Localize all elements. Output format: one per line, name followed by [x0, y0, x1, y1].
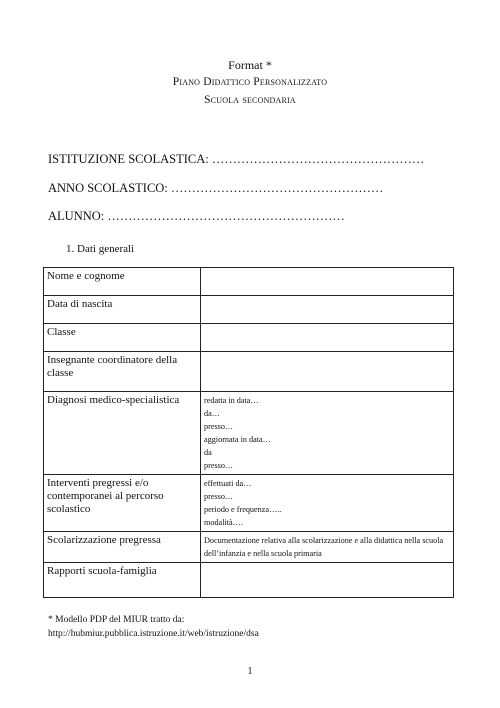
alunno-field: ALUNNO: …………………………………………………: [48, 209, 345, 223]
table-row: [44, 324, 454, 352]
scolarizzazione-text: Documentazione relativa alla scolarizzazione e alla didattica nella scuola dell’infanzia e nella scuola primaria: [204, 536, 444, 558]
row-value: [201, 532, 454, 563]
row-label: Rapporti scuola-famiglia: [44, 563, 201, 598]
row-value: [201, 392, 454, 475]
interventi-line: modalità….: [204, 518, 243, 527]
anno-scolastico-field: ANNO SCOLASTICO: ……………………………………………: [48, 181, 384, 195]
row-label: Insegnante coordinatore della classe: [44, 352, 201, 392]
diagnosi-line: redatta in data…: [204, 396, 259, 405]
row-value: [201, 296, 454, 324]
diagnosi-line: da…: [204, 409, 220, 418]
diagnosi-line: presso…: [204, 461, 234, 470]
table-row: [44, 352, 454, 392]
row-label: Scolarizzazione pregressa: [44, 532, 201, 563]
interventi-line: effettuati da…: [204, 479, 252, 488]
diagnosi-line: aggiornata in data…: [204, 435, 271, 444]
document-title: Piano Didattico Personalizzato: [172, 76, 328, 88]
footnote-source: * Modello PDP del MIUR tratto da:: [48, 615, 185, 625]
row-label: Nome e cognome: [44, 268, 201, 296]
row-label: Interventi pregressi e/o contemporanei al percorso scolastico: [44, 475, 201, 532]
row-label: Data di nascita: [44, 296, 201, 324]
table-row: [44, 268, 454, 296]
table-row: [44, 392, 454, 475]
table-row: [44, 532, 454, 563]
diagnosi-line: da: [204, 448, 212, 457]
page-number: 1: [247, 666, 253, 677]
row-label: Diagnosi medico-specialistica: [44, 392, 201, 475]
row-value: [201, 352, 454, 392]
table-row: [44, 296, 454, 324]
row-label: Classe: [44, 324, 201, 352]
row-value: [201, 475, 454, 532]
format-label: Format *: [228, 58, 272, 72]
section-title: 1. Dati generali: [66, 243, 135, 255]
table-row: [44, 563, 454, 598]
interventi-line: periodo e frequenza…..: [204, 505, 282, 514]
row-value: [201, 324, 454, 352]
row-value: [201, 268, 454, 296]
general-data-table: [43, 267, 454, 598]
diagnosi-line: presso…: [204, 422, 234, 431]
table-row: [44, 475, 454, 532]
document-subtitle: Scuola secondaria: [204, 94, 296, 106]
interventi-line: presso…: [204, 492, 234, 501]
footnote-url: http://hubmiur.pubblica.istruzione.it/web/istruzione/dsa: [48, 629, 259, 639]
row-value: [201, 563, 454, 598]
istituzione-field: ISTITUZIONE SCOLASTICA: ……………………………………………: [48, 152, 425, 166]
